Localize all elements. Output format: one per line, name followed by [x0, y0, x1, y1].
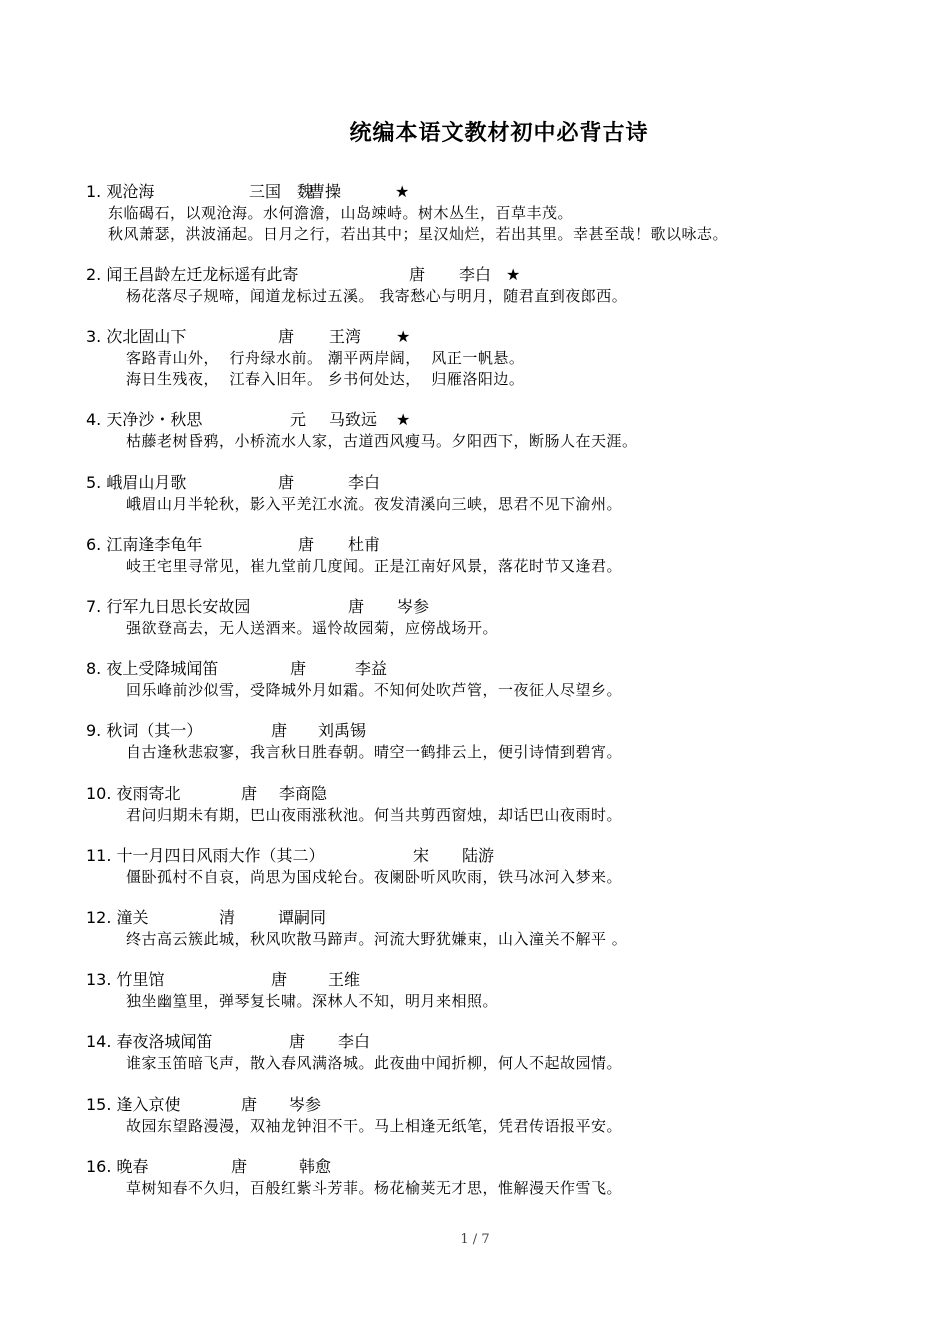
poem-dynasty: 唐	[278, 327, 295, 346]
poem-author: 岑参	[289, 1095, 322, 1114]
poem-author: 岑参	[397, 597, 430, 616]
poem-author: 陆游	[462, 846, 495, 865]
poem-dynasty: 三国 魏	[249, 182, 314, 201]
poem-header	[86, 596, 926, 618]
poem-author: 王维	[328, 970, 361, 989]
star-icon: ★	[396, 410, 411, 429]
poem-header	[86, 264, 926, 286]
poem-header	[86, 720, 926, 742]
poem-entry	[86, 326, 926, 390]
poem-dynasty: 唐	[298, 535, 315, 554]
poem-title: 11. 十一月四日风雨大作（其二）	[86, 846, 325, 865]
poem-line: 东临碣石，以观沧海。水何澹澹，山岛竦峙。树木丛生，百草丰茂。	[108, 204, 574, 222]
poem-entry	[86, 658, 926, 701]
poem-header	[86, 1094, 926, 1116]
poem-line: 君问归期未有期，巴山夜雨涨秋池。何当共剪西窗烛，却话巴山夜雨时。	[126, 806, 623, 824]
poem-title: 5. 峨眉山月歌	[86, 473, 187, 492]
poem-author: 谭嗣同	[278, 908, 327, 927]
poem-entry	[86, 783, 926, 826]
poem-title: 16. 晚春	[86, 1157, 149, 1176]
poem-line: 海日生残夜， 江春入旧年。 乡书何处达， 归雁洛阳边。	[126, 370, 525, 388]
poem-author: 李白	[348, 473, 381, 492]
poem-entry	[86, 596, 926, 639]
page-title: 统编本语文教材初中必背古诗	[349, 121, 649, 146]
poem-title: 14. 春夜洛城闻笛	[86, 1032, 213, 1051]
star-icon: ★	[396, 327, 411, 346]
poem-line: 客路青山外， 行舟绿水前。 潮平两岸阔， 风正一帆悬。	[126, 349, 525, 367]
poem-title: 13. 竹里馆	[86, 970, 165, 989]
poem-entry	[86, 409, 926, 452]
poem-title: 1. 观沧海	[86, 182, 155, 201]
poem-entry	[86, 845, 926, 888]
poem-header	[86, 658, 926, 680]
poem-line: 谁家玉笛暗飞声，散入春风满洛城。此夜曲中闻折柳，何人不起故园情。	[126, 1054, 623, 1072]
poem-title: 6. 江南逢李龟年	[86, 535, 203, 554]
poem-dynasty: 唐	[289, 1032, 306, 1051]
poem-line: 独坐幽篁里，弹琴复长啸。深林人不知，明月来相照。	[126, 992, 499, 1010]
poem-line: 故园东望路漫漫，双袖龙钟泪不干。马上相逢无纸笔，凭君传语报平安。	[126, 1117, 623, 1135]
poem-header	[86, 1031, 926, 1053]
poem-line: 僵卧孤村不自哀，尚思为国戍轮台。夜阑卧听风吹雨，铁马冰河入梦来。	[126, 868, 623, 886]
poem-header	[86, 472, 926, 494]
poem-author: 李益	[355, 659, 388, 678]
poem-entry	[86, 1094, 926, 1137]
poem-line: 岐王宅里寻常见，崔九堂前几度闻。正是江南好风景，落花时节又逢君。	[126, 557, 623, 575]
poem-title: 4. 天净沙・秋思	[86, 410, 203, 429]
poem-header	[86, 1156, 926, 1178]
poem-dynasty: 唐	[271, 721, 288, 740]
poem-dynasty: 唐	[409, 265, 426, 284]
poem-line: 杨花落尽子规啼，闻道龙标过五溪。 我寄愁心与明月，随君直到夜郎西。	[126, 287, 628, 305]
poem-header	[86, 181, 926, 203]
poem-title: 3. 次北固山下	[86, 327, 187, 346]
poem-author: 韩愈	[299, 1157, 332, 1176]
poem-title: 8. 夜上受降城闻笛	[86, 659, 219, 678]
poem-dynasty: 唐	[348, 597, 365, 616]
poem-author: 李白	[338, 1032, 371, 1051]
poem-dynasty: 唐	[290, 659, 307, 678]
poem-dynasty: 唐	[231, 1157, 248, 1176]
poem-dynasty: 唐	[241, 1095, 258, 1114]
poem-line: 自古逢秋悲寂寥，我言秋日胜春朝。晴空一鹤排云上，便引诗情到碧宵。	[126, 743, 623, 761]
poem-dynasty: 唐	[278, 473, 295, 492]
page-number: 1 / 7	[460, 1232, 490, 1247]
poem-title: 2. 闻王昌龄左迁龙标遥有此寄	[86, 265, 299, 284]
poem-author: 马致远	[329, 410, 378, 429]
poem-dynasty: 清	[219, 908, 236, 927]
poem-entry	[86, 1031, 926, 1074]
poem-line: 终古高云簇此城，秋风吹散马蹄声。河流大野犹嫌束，山入潼关不解平 。	[126, 930, 628, 948]
poem-line: 秋风萧瑟，洪波涌起。日月之行，若出其中；星汉灿烂，若出其里。幸甚至哉！歌以咏志。	[108, 225, 729, 243]
poem-title: 15. 逢入京使	[86, 1095, 181, 1114]
poem-entry	[86, 534, 926, 577]
poem-line: 峨眉山月半轮秋，影入平羌江水流。夜发清溪向三峡，思君不见下渝州。	[126, 495, 623, 513]
poem-dynasty: 唐	[241, 784, 258, 803]
poem-entry	[86, 907, 926, 950]
poem-author: 杜甫	[348, 535, 381, 554]
poem-dynasty: 宋	[413, 846, 430, 865]
poem-entry	[86, 181, 926, 245]
poem-line: 回乐峰前沙似雪，受降城外月如霜。不知何处吹芦管，一夜征人尽望乡。	[126, 681, 623, 699]
poem-header	[86, 845, 926, 867]
poem-header	[86, 907, 926, 929]
poem-author: 王湾	[329, 327, 362, 346]
star-icon: ★	[395, 182, 410, 201]
poem-header	[86, 783, 926, 805]
poem-title: 12. 潼关	[86, 908, 149, 927]
poem-author: 李商隐	[279, 784, 328, 803]
poem-dynasty: 元	[290, 410, 307, 429]
poem-entry	[86, 1156, 926, 1199]
poem-header	[86, 409, 926, 431]
poem-entry	[86, 264, 926, 307]
poem-author: 李白	[459, 265, 492, 284]
star-icon: ★	[506, 265, 521, 284]
poem-dynasty: 唐	[271, 970, 288, 989]
poem-line: 强欲登高去，无人送酒来。遥怜故园菊，应傍战场开。	[126, 619, 499, 637]
poem-author: 曹操	[309, 182, 342, 201]
poem-entry	[86, 969, 926, 1012]
poem-title: 7. 行军九日思长安故园	[86, 597, 251, 616]
poem-entry	[86, 472, 926, 515]
poem-line: 草树知春不久归，百般红紫斗芳菲。杨花榆荚无才思，惟解漫天作雪飞。	[126, 1179, 623, 1197]
poem-title: 10. 夜雨寄北	[86, 784, 181, 803]
poem-title: 9. 秋词（其一）	[86, 721, 203, 740]
poem-line: 枯藤老树昏鸦，小桥流水人家，古道西风瘦马。夕阳西下，断肠人在天涯。	[126, 432, 638, 450]
poem-header	[86, 326, 926, 348]
poem-entry	[86, 720, 926, 763]
poem-header	[86, 534, 926, 556]
poem-header	[86, 969, 926, 991]
poem-author: 刘禹锡	[318, 721, 367, 740]
